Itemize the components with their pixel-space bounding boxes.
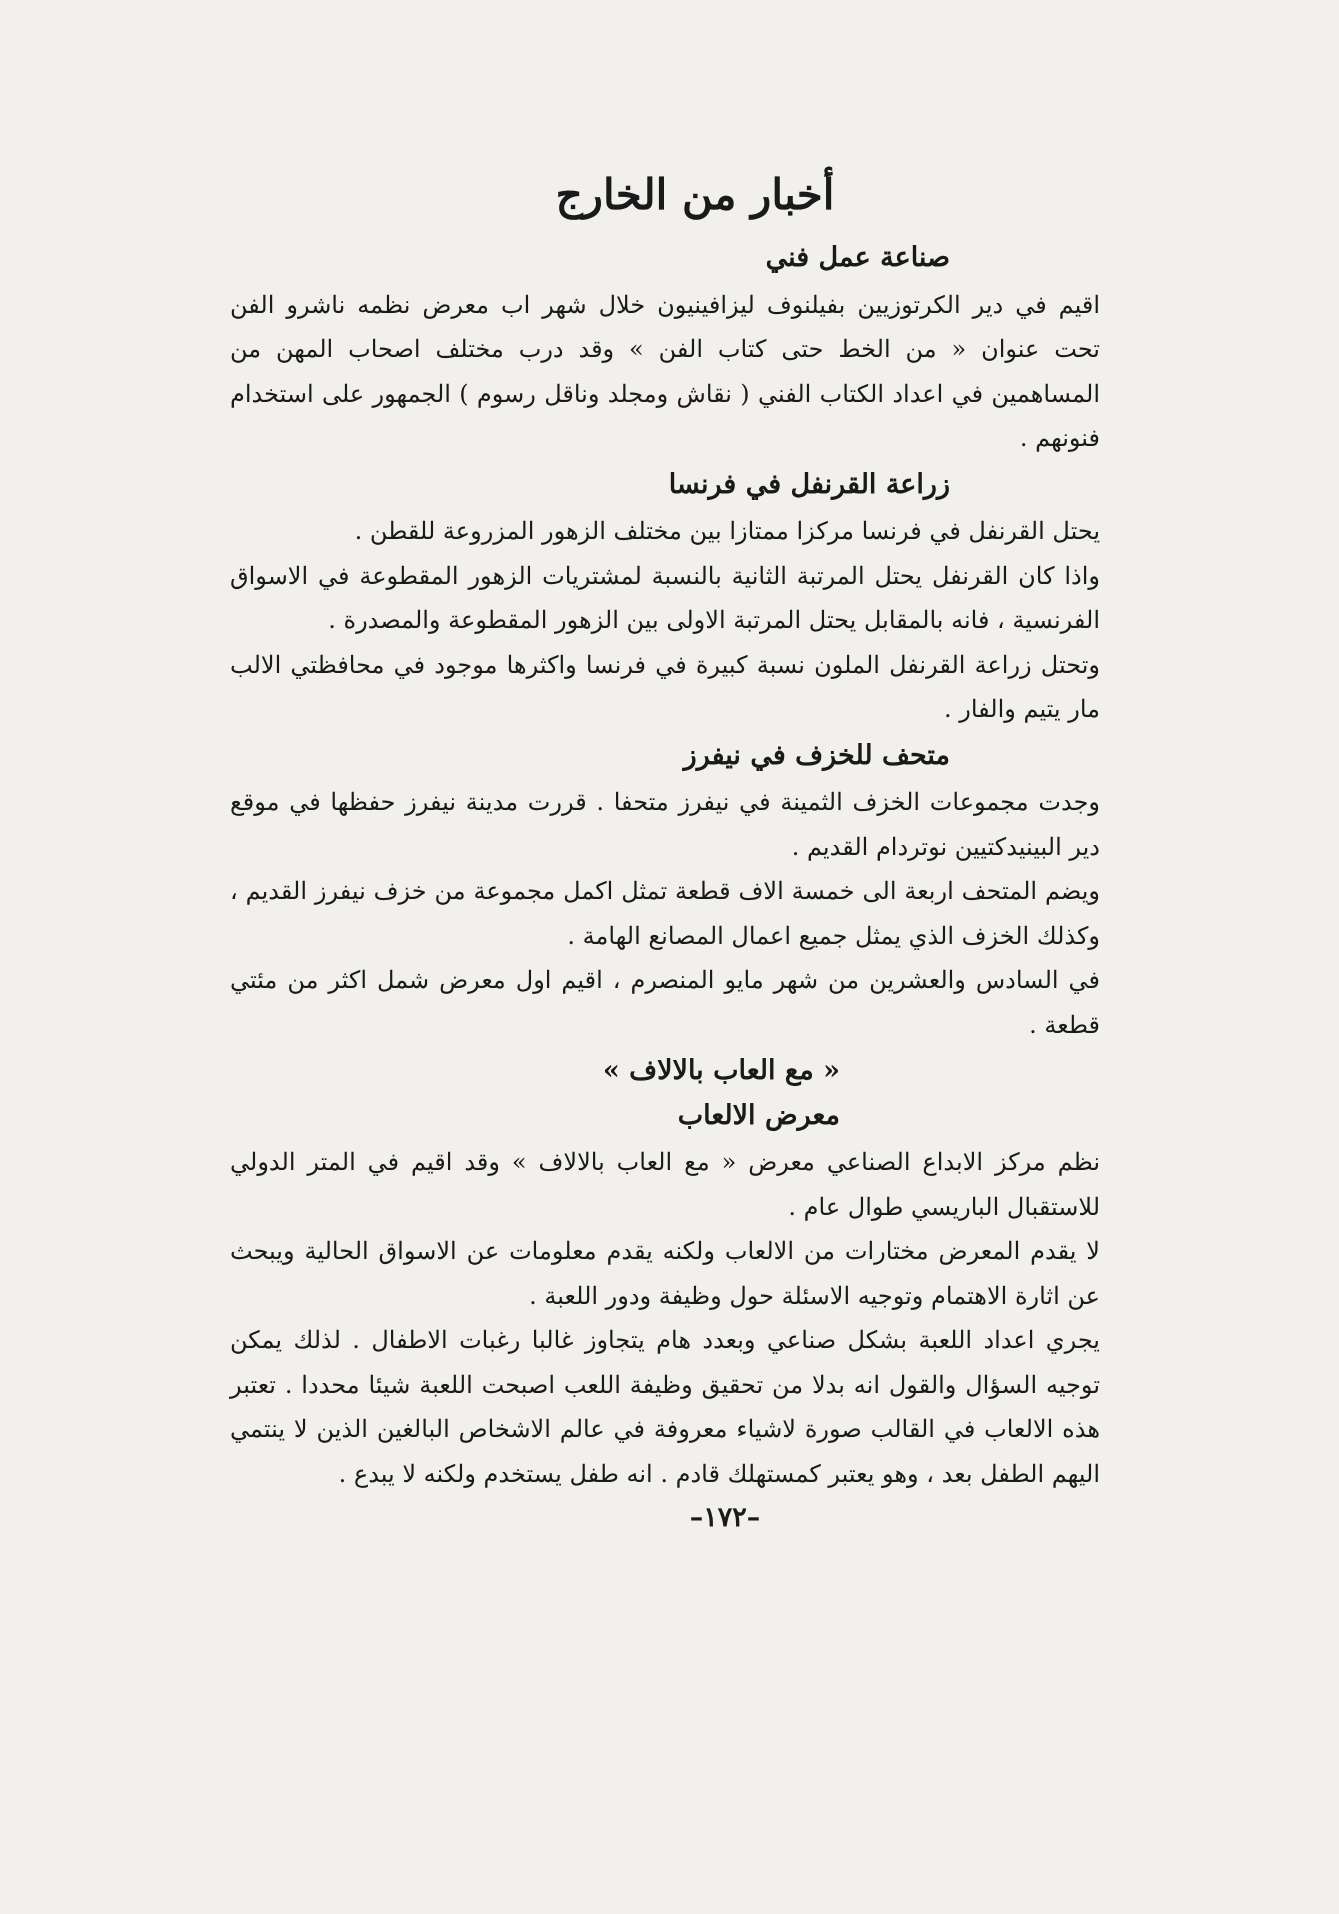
page-number: –١٧٢– bbox=[689, 1502, 761, 1534]
paragraph: ويضم المتحف اربعة الى خمسة الاف قطعة تمثل اكمل مجموعة من خزف نيفرز القديم ، وكذلك الخزف الذي يمثل جميع اعمال المصانع الهامة . bbox=[230, 877, 1100, 950]
section-artwork-making bbox=[230, 238, 1100, 461]
document-page bbox=[230, 170, 1100, 1533]
section-heading: زراعة القرنفل في فرنسا bbox=[668, 468, 950, 500]
section-heading: معرض الالعاب bbox=[677, 1099, 840, 1131]
paragraph: يحتل القرنفل في فرنسا مركزا ممتازا بين مختلف الزهور المزروعة للقطن . bbox=[354, 517, 1100, 546]
paragraph: في السادس والعشرين من شهر مايو المنصرم ، اقيم اول معرض شمل اكثر من مئتي قطعة . bbox=[230, 966, 1100, 1039]
section-carnation-farming bbox=[230, 465, 1100, 732]
paragraph: اقيم في دير الكرتوزيين بفيلنوف ليزافينيون خلال شهر اب معرض نظمه ناشرو الفن تحت عنوان « من الخط حتى كتاب الفن » وقد درب مختلف اصحاب المهن من المساهمين في اعداد الكتاب الفني ( نقاش ومجلد وناقل رسوم ) الجمهور على استخدام فنونهم . bbox=[230, 290, 1100, 453]
section-heading: صناعة عمل فني bbox=[765, 242, 950, 274]
paragraph: وتحتل زراعة القرنفل الملون نسبة كبيرة في فرنسا واكثرها موجود في محافظتي الالب مار يتيم والفار . bbox=[230, 650, 1100, 724]
page-title: أخبار من الخارج bbox=[555, 170, 835, 219]
paragraph: وجدت مجموعات الخزف الثمينة في نيفرز متحفا . قررت مدينة نيفرز حفظها في موقع دير البينيدكتيين نوتردام القديم . bbox=[230, 788, 1100, 861]
paragraph: يجري اعداد اللعبة بشكل صناعي وبعدد هام يتجاوز غالبا رغبات الاطفال . لذلك يمكن توجيه السؤال والقول انه بدلا من تحقيق وظيفة اللعب اصبحت اللعبة شيئا محددا . تعتبر هذه الالعاب في القالب صورة لاشياء معروفة في عالم الاشخاص البالغين الذين لا ينتمي اليهم الطفل بعد ، وهو يعتبر كمستهلك قادم . انه طفل يستخدم ولكنه لا يبدع . bbox=[230, 1326, 1100, 1488]
section-heading: « مع العاب بالالاف » bbox=[602, 1055, 840, 1087]
section-toy-exhibition bbox=[230, 1096, 1100, 1497]
section-thousands-of-toys bbox=[230, 1051, 1100, 1092]
paragraph: لا يقدم المعرض مختارات من الالعاب ولكنه يقدم معلومات عن الاسواق الحالية ويبحث عن اثارة الاهتمام وتوجيه الاسئلة حول وظيفة ودور اللعبة . bbox=[230, 1237, 1100, 1310]
section-pottery-museum bbox=[230, 736, 1100, 1048]
section-heading: متحف للخزف في نيفرز bbox=[683, 739, 950, 771]
paragraph: واذا كان القرنفل يحتل المرتبة الثانية بالنسبة لمشتريات الزهور المقطوعة في الاسواق الفرنسية ، فانه بالمقابل يحتل المرتبة الاولى بين الزهور المقطوعة والمصدرة . bbox=[230, 561, 1100, 635]
paragraph: نظم مركز الابداع الصناعي معرض « مع العاب بالالاف » وقد اقيم في المتر الدولي للاستقبال الباريسي طوال عام . bbox=[230, 1148, 1100, 1221]
